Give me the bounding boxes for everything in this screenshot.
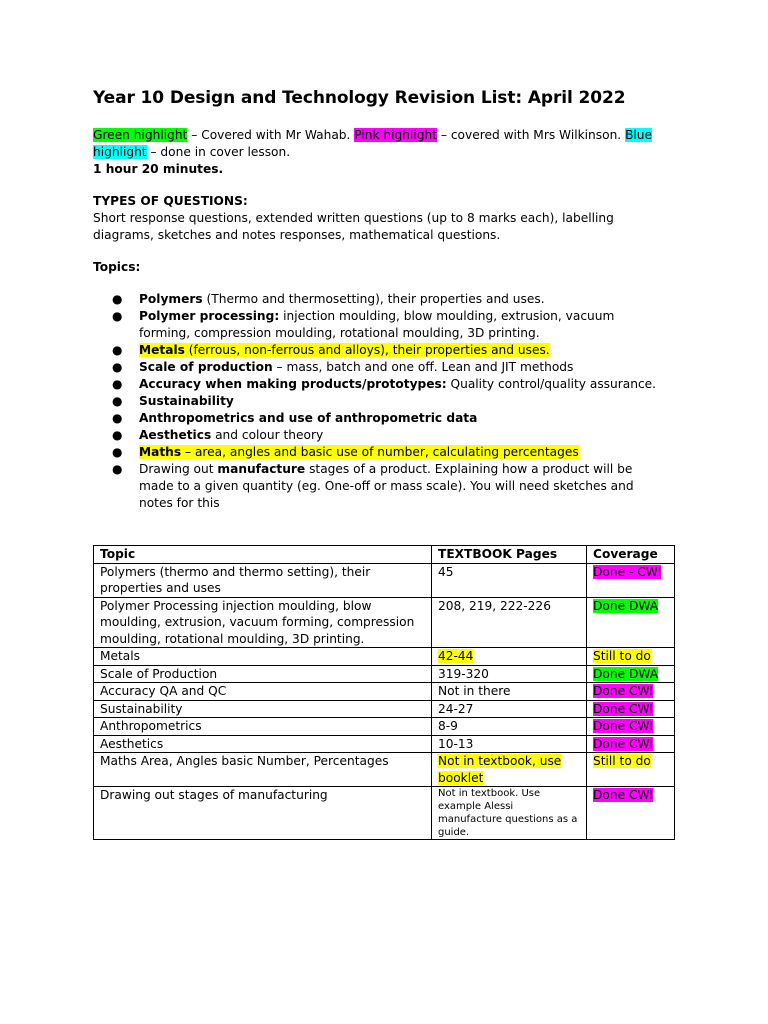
topic-detail: and colour theory xyxy=(211,428,324,442)
green-highlight-label: Green highlight xyxy=(93,128,188,142)
coverage-status: Done CWI xyxy=(593,701,654,716)
cell-pages xyxy=(432,735,587,753)
list-item xyxy=(112,427,667,444)
table-row xyxy=(94,683,675,701)
topic-detail: Drawing out xyxy=(139,462,218,476)
bullet-icon: ● xyxy=(112,394,123,408)
topic-detail: (Thermo and thermosetting), their properties and uses. xyxy=(202,292,545,306)
pages-text: 24-27 xyxy=(438,701,474,716)
cell-coverage xyxy=(587,753,675,787)
topic-content xyxy=(139,394,234,408)
coverage-status: Done CWI xyxy=(593,719,654,733)
topic-name: Polymers xyxy=(139,292,203,306)
cell-coverage xyxy=(587,718,675,736)
coverage-status: Done DWA xyxy=(593,666,659,681)
pages-text: 208, 219, 222-226 xyxy=(438,598,551,613)
topic-detail: (ferrous, non-ferrous and alloys), their properties and uses. xyxy=(184,343,550,357)
cell-topic: Sustainability xyxy=(94,700,432,718)
topic-content xyxy=(139,445,579,459)
cell-topic: Metals xyxy=(94,648,432,666)
bullet-icon: ● xyxy=(112,377,123,391)
table-header-coverage: Coverage xyxy=(587,546,675,564)
highlight-key-paragraph xyxy=(93,127,653,178)
exam-duration: 1 hour 20 minutes. xyxy=(93,162,224,176)
coverage-status: Done CWI xyxy=(593,684,654,698)
green-highlight-text: – Covered with Mr Wahab. xyxy=(187,128,355,142)
pages-text: 319-320 xyxy=(438,666,489,681)
cell-coverage xyxy=(587,787,675,840)
table-row xyxy=(94,700,675,718)
cell-pages xyxy=(432,597,587,648)
topic-detail: – area, angles and basic use of number, calculating percentages xyxy=(181,445,579,459)
cell-coverage xyxy=(587,683,675,701)
pages-text: 8-9 xyxy=(438,719,458,733)
cell-pages xyxy=(432,665,587,683)
cell-topic: Aesthetics xyxy=(94,735,432,753)
coverage-status: Still to do xyxy=(593,649,651,663)
pink-highlight-label: Pink highlight xyxy=(354,128,438,142)
table-row xyxy=(94,753,675,787)
topic-name: Sustainability xyxy=(139,394,234,408)
table-row xyxy=(94,718,675,736)
question-types-section xyxy=(93,193,668,244)
pages-text: Not in textbook, use booklet xyxy=(438,754,562,785)
coverage-status: Done - CWI xyxy=(593,564,662,579)
cell-coverage xyxy=(587,665,675,683)
cell-pages xyxy=(432,787,587,840)
cell-topic: Scale of Production xyxy=(94,665,432,683)
coverage-status: Done DWA xyxy=(593,598,659,613)
topic-content xyxy=(139,292,545,306)
table-row xyxy=(94,597,675,648)
pages-text: 42-44 xyxy=(438,649,474,663)
table-header-pages: TEXTBOOK Pages xyxy=(432,546,587,564)
question-types-text: Short response questions, extended written questions (up to 8 marks each), labelling diagrams, sketches and notes responses, mathematical questions. xyxy=(93,211,614,242)
topic-name: Scale of production xyxy=(139,360,273,374)
coverage-status: Still to do xyxy=(593,754,651,768)
pages-text: 45 xyxy=(438,564,454,579)
pages-text: 10-13 xyxy=(438,736,474,751)
topic-content xyxy=(139,428,323,442)
cell-pages xyxy=(432,718,587,736)
cell-pages xyxy=(432,683,587,701)
cell-coverage xyxy=(587,563,675,597)
topic-content xyxy=(139,411,477,425)
bullet-icon: ● xyxy=(112,428,123,442)
topics-list xyxy=(112,291,667,512)
topic-content xyxy=(139,377,656,391)
topic-name: manufacture xyxy=(217,462,306,476)
table-row xyxy=(94,735,675,753)
revision-table xyxy=(93,545,675,840)
table-row xyxy=(94,563,675,597)
topic-detail: injection moulding, blow moulding, extrusion, vacuum forming, compression moulding, rotational moulding, 3D printing. xyxy=(139,309,615,340)
pages-text: Not in textbook. Use example Alessi manufacture questions as a guide. xyxy=(438,788,578,838)
cell-pages xyxy=(432,700,587,718)
cell-pages xyxy=(432,563,587,597)
topic-content xyxy=(139,360,573,374)
cell-pages xyxy=(432,753,587,787)
cell-topic: Anthropometrics xyxy=(94,718,432,736)
topic-content xyxy=(139,343,550,357)
question-types-heading: TYPES OF QUESTIONS: xyxy=(93,194,248,208)
table-header-row xyxy=(94,546,675,564)
table-row xyxy=(94,787,675,840)
list-item xyxy=(112,410,667,427)
topic-name: Maths xyxy=(139,445,182,459)
cell-coverage xyxy=(587,735,675,753)
topic-content xyxy=(139,309,614,340)
bullet-icon: ● xyxy=(112,360,123,374)
list-item xyxy=(112,444,667,461)
list-item xyxy=(112,342,667,359)
list-item xyxy=(112,359,667,376)
topic-detail: stages of a product. Explaining how a product will be made to a given quantity (eg. One-off or mass scale). You will need sketches and notes for this xyxy=(139,462,634,510)
cell-topic: Maths Area, Angles basic Number, Percentages xyxy=(94,753,432,787)
pages-text: Not in there xyxy=(438,684,511,698)
list-item xyxy=(112,376,667,393)
topic-name: Anthropometrics and use of anthropometric data xyxy=(139,411,478,425)
list-item xyxy=(112,461,667,512)
cell-topic: Polymers (thermo and thermo setting), their properties and uses xyxy=(94,563,432,597)
bullet-icon: ● xyxy=(112,292,123,306)
cell-coverage xyxy=(587,648,675,666)
topic-detail: – mass, batch and one off. Lean and JIT methods xyxy=(272,360,574,374)
bullet-icon: ● xyxy=(112,343,123,357)
bullet-icon: ● xyxy=(112,462,123,476)
table-row xyxy=(94,648,675,666)
topic-name: Aesthetics xyxy=(139,428,212,442)
coverage-status: Done CWI xyxy=(593,788,654,802)
bullet-icon: ● xyxy=(112,309,123,323)
coverage-status: Done CWI xyxy=(593,736,654,751)
list-item xyxy=(112,393,667,410)
cell-coverage xyxy=(587,597,675,648)
list-item xyxy=(112,291,667,308)
cell-topic: Accuracy QA and QC xyxy=(94,683,432,701)
page-title: Year 10 Design and Technology Revision List: April 2022 xyxy=(93,88,626,108)
blue-highlight-label: Blue highlight xyxy=(93,128,653,159)
cell-topic: Polymer Processing injection moulding, blow moulding, extrusion, vacuum forming, compression moulding, rotational moulding, 3D printing. xyxy=(94,597,432,648)
topic-name: Metals xyxy=(139,343,185,357)
table-row xyxy=(94,665,675,683)
topic-detail: Quality control/quality assurance. xyxy=(446,377,657,391)
table-header-topic: Topic xyxy=(94,546,432,564)
blue-highlight-text: – done in cover lesson. xyxy=(146,145,291,159)
topic-name: Accuracy when making products/prototypes: xyxy=(139,377,447,391)
bullet-icon: ● xyxy=(112,445,123,459)
pink-highlight-text: – covered with Mrs Wilkinson. xyxy=(437,128,626,142)
topics-heading: Topics: xyxy=(93,260,141,274)
cell-topic: Drawing out stages of manufacturing xyxy=(94,787,432,840)
bullet-icon: ● xyxy=(112,411,123,425)
list-item xyxy=(112,308,667,342)
topic-name: Polymer processing: xyxy=(139,309,280,323)
cell-pages xyxy=(432,648,587,666)
cell-coverage xyxy=(587,700,675,718)
